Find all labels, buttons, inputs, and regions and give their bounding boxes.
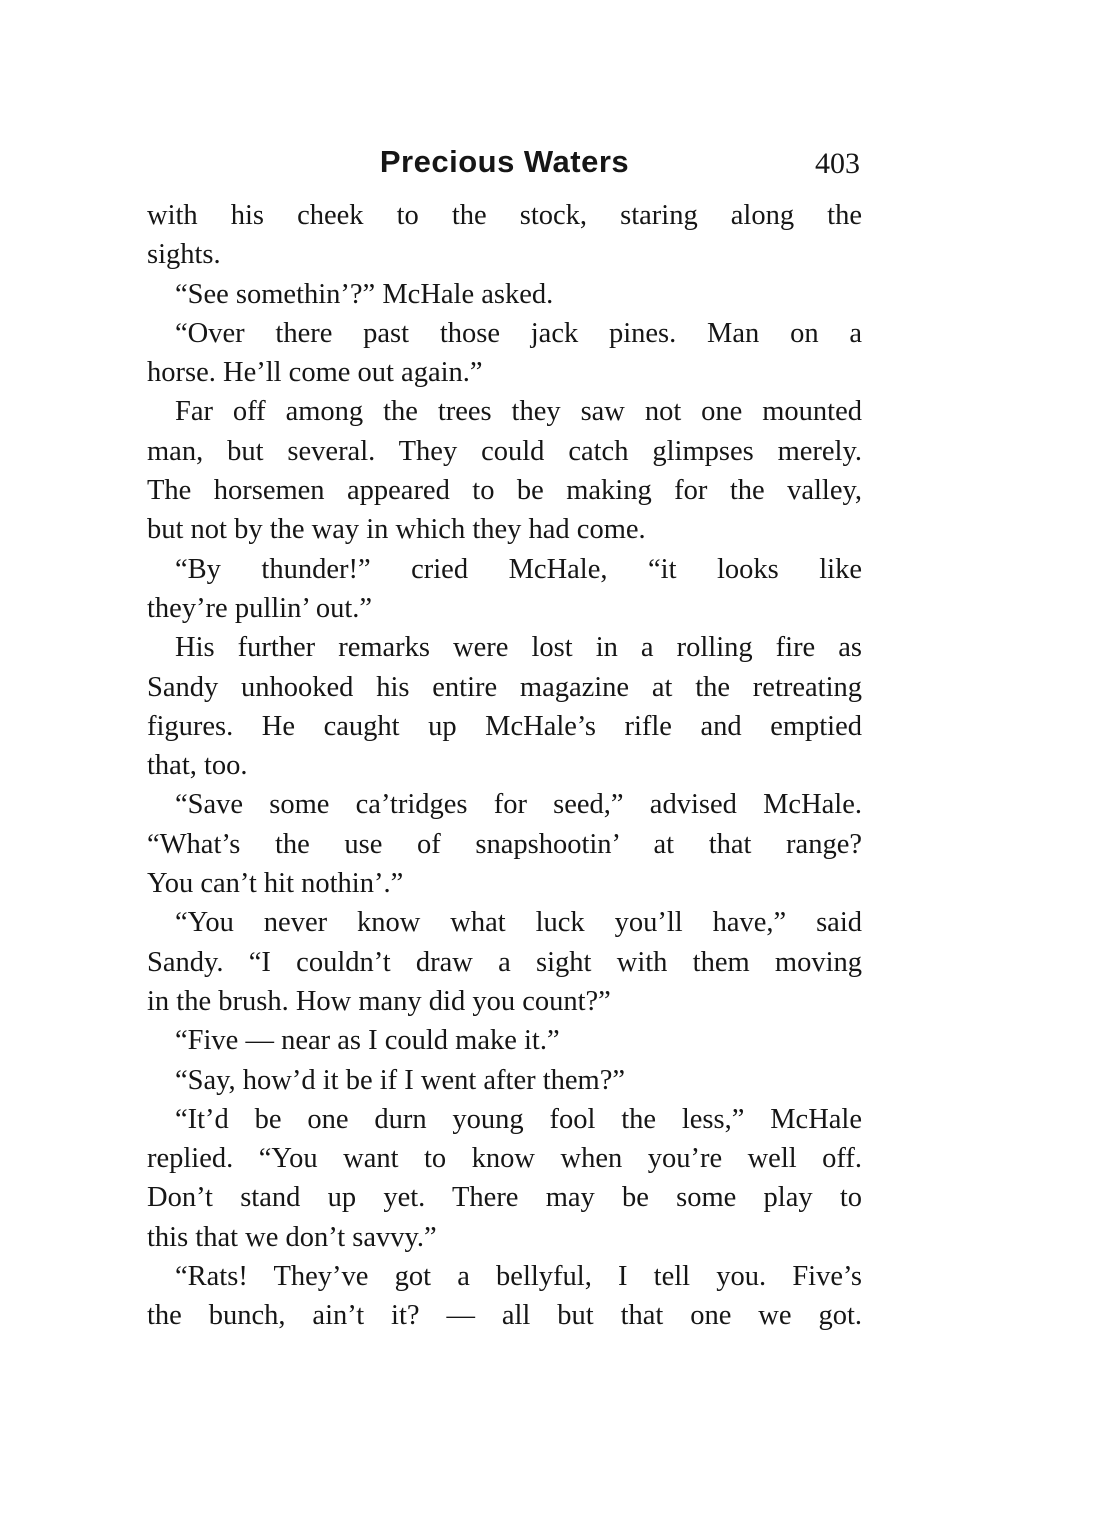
text-line: figures. He caught up McHale’s rifle and emptied [147,710,862,742]
text-line: Sandy unhooked his entire magazine at the retreating [147,671,862,703]
text-line: The horsemen appeared to be making for the valley, [147,475,862,507]
text-line: but not by the way in which they had come. [147,514,646,546]
text-line: “Rats! They’ve got a bellyful, I tell you. Five’s [175,1261,862,1293]
running-title: Precious Waters [379,144,630,179]
text-line: this that we don’t savvy.” [147,1221,437,1253]
text-line: the bunch, ain’t it? — all but that one we got. [147,1300,862,1332]
text-line: His further remarks were lost in a rolling fire as [175,632,862,664]
text-line: sights. [147,239,221,271]
text-line: they’re pullin’ out.” [147,592,373,624]
text-line: that, too. [147,750,248,782]
text-line: man, but several. They could catch glimpses merely. [147,435,862,467]
text-line: “Say, how’d it be if I went after them?” [175,1064,626,1096]
text-line: “Save some ca’tridges for seed,” advised McHale. [175,789,862,821]
text-line: “What’s the use of snapshootin’ at that range? [147,828,862,860]
text-line: “You never know what luck you’ll have,” said [175,907,862,939]
page-header [147,140,862,188]
page-number: 403 [815,147,860,180]
text-line: “Five — near as I could make it.” [175,1025,560,1057]
text-line: horse. He’ll come out again.” [147,357,483,389]
text-line: in the brush. How many did you count?” [147,985,611,1017]
text-line: “It’d be one durn young fool the less,” McHale [175,1103,862,1135]
text-line: You can’t hit nothin’.” [147,868,404,900]
text-line: with his cheek to the stock, staring along the [147,200,862,231]
body-text [147,196,862,1336]
text-line: Don’t stand up yet. There may be some play to [147,1182,862,1214]
text-line: “Over there past those jack pines. Man on a [175,317,862,349]
text-line: replied. “You want to know when you’re well off. [147,1143,862,1175]
text-line: “See somethin’?” McHale asked. [175,278,554,310]
text-line: “By thunder!” cried McHale, “it looks like [175,553,862,585]
text-line: Far off among the trees they saw not one mounted [175,396,862,428]
text-line: Sandy. “I couldn’t draw a sight with them moving [147,946,862,978]
